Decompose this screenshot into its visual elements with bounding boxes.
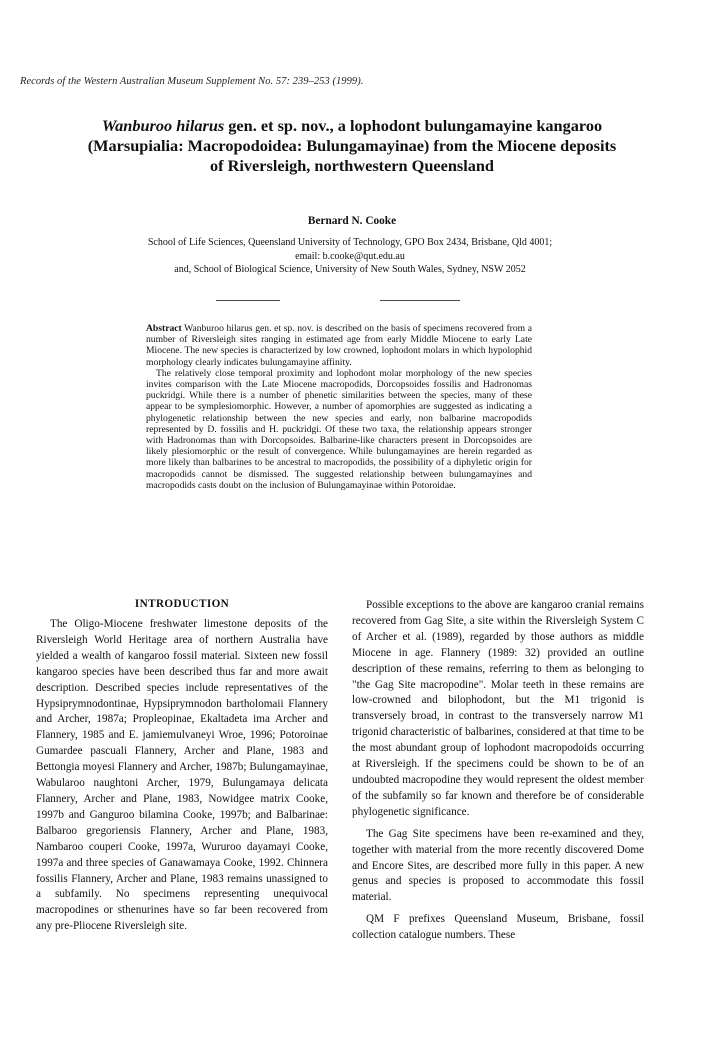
title-line-3: of Riversleigh, northwestern Queensland xyxy=(209,156,494,175)
separator-rule-left xyxy=(216,300,280,301)
intro-paragraph-3: The Gag Site specimens have been re-examined and they, together with material from the more recently discovered Dome and Encore Sites, are described more fully in this paper. A new genus and species is proposed to accommodate this fossil material. xyxy=(352,827,644,904)
affiliation-email: email: b.cooke@qut.edu.au xyxy=(295,250,405,262)
abstract xyxy=(146,323,532,491)
intro-paragraph-4: QM F prefixes Queensland Museum, Brisbane, fossil collection catalogue numbers. These xyxy=(352,913,644,942)
title-genus-species: Wanburoo hilarus xyxy=(101,116,225,135)
abstract-paragraph-1 xyxy=(146,323,532,368)
paper-title xyxy=(30,116,674,176)
separator-rule-right xyxy=(380,300,460,301)
abstract-paragraph-2: The relatively close temporal proximity and lophodont molar morphology of the new species invites comparison with the Late Miocene macropodids, Dorcopsoides fossilis and Hadronomas puckridgi. While there is a number of phenetic similarities between the species, many of these appear to be symplesiomorphic. However, a number of apomorphies are suggested as indicating a phylogenetic relationship between the new species and early, non balbarine macropodids represented by D. fossilis and H. puckridgi. Of these two taxa, the relationship appears stronger with Hadronomas than with Dorcopsoides. Balbarine-like characters present in Dorcopsoides are likely plesiomorphic or the result of convergence. While bulungamayines are herein regarded as more likely than balbarines to be ancestral to macropodids, the possibility of a diphyletic origin for macropodids cannot be dismissed. The suggested relationship between bulungamayines and macropodids casts doubt on the inclusion of Bulungamayinae within Potoroidae. xyxy=(146,367,532,491)
affiliation-line-3: and, School of Biological Science, University of New South Wales, Sydney, NSW 2052 xyxy=(174,264,526,275)
running-head: Records of the Western Australian Museum Supplement No. 57: 239–253 (1999). xyxy=(20,76,364,87)
title-line-1 xyxy=(30,116,674,136)
title-line-2: (Marsupialia: Macropodoidea: Bulungamayinae) from the Miocene deposits xyxy=(87,136,617,155)
intro-paragraph-2: Possible exceptions to the above are kangaroo cranial remains recovered from Gag Site, a site within the Riversleigh System C of Archer et al. (1989), regarded by those authors as middle Miocene in age. Flannery (1989: 32) provided an outline description of these remains, referring to them as belonging to "the Gag Site macropodine". Molar teeth in these remains are low-crowned and bilophodont, but the M1 trigonid is transversely broad, in contrast to the transversely narrow M1 trigonid characteristic of balbarines, considered at that time to be the most abundant group of lophodont macropodoids occurring at Riversleigh. If the specimens could be shown to be of an undoubted macropodine they would represent the oldest member of the subfamily so far known and therefore be of considerable phylogenetic significance. xyxy=(352,599,644,818)
abstract-label: Abstract xyxy=(146,323,182,334)
author-affiliation xyxy=(70,236,630,277)
abstract-text-1: Wanburoo hilarus gen. et sp. nov. is described on the basis of specimens recovered from a number of Riversleigh sites ranging in estimated age from early Middle Miocene to early Late Miocene. The new species is characterized by low crowned, lophodont molars in which hypolophid morphology clearly indicates bulungamayine affinity. xyxy=(146,323,532,368)
section-heading-introduction: INTRODUCTION xyxy=(134,598,230,610)
author-name: Bernard N. Cooke xyxy=(307,215,397,227)
right-column xyxy=(352,598,644,944)
intro-paragraph-1: The Oligo-Miocene freshwater limestone deposits of the Riversleigh World Heritage area of northern Australia have yielded a wealth of kangaroo fossil material. Sixteen new fossil kangaroo species have been described thus far and more await description. Described species include representatives of the Hypsiprymnodontinae, Hypsiprymnodon bartholomaii Flannery and Archer, 1987a; Propleopinae, Ekaltadeta ima Archer and Flannery, 1985 and E. jamiemulvaneyi Wroe, 1996; Potoroinae Gumardee pascuali Flannery, Archer and Plane, 1983 and Bettongia moyesi Flannery and Archer, 1987b; Bulungamayinae, Wabularoo naughtoni Archer, 1979, Bulungamaya delicata Flannery, Archer and Plane, 1983, Nowidgee matrix Cooke, 1997b and Ganguroo bilamina Cooke, 1997b; and Balbarinae: Balbaroo gregoriensis Flannery, Archer and Plane, 1983, Nambaroo couperi Cooke, 1997a, Wururoo dayamayi Cooke, 1997a and three species of Ganawamaya Cooke, 1992. Chinnera fossilis Flannery, Archer and Plane, 1983 remains unassigned to a subfamily. No specimens representing unequivocal macropodines or sthenurines have so far been recovered from any pre-Pliocene Riversleigh site. xyxy=(36,618,328,933)
affiliation-line-1: School of Life Sciences, Queensland University of Technology, GPO Box 2434, Brisbane, Qld 4001; xyxy=(147,237,553,248)
title-line-1-rest: gen. et sp. nov., a lophodont bulungamayine kangaroo xyxy=(224,116,603,135)
left-column xyxy=(36,617,328,935)
